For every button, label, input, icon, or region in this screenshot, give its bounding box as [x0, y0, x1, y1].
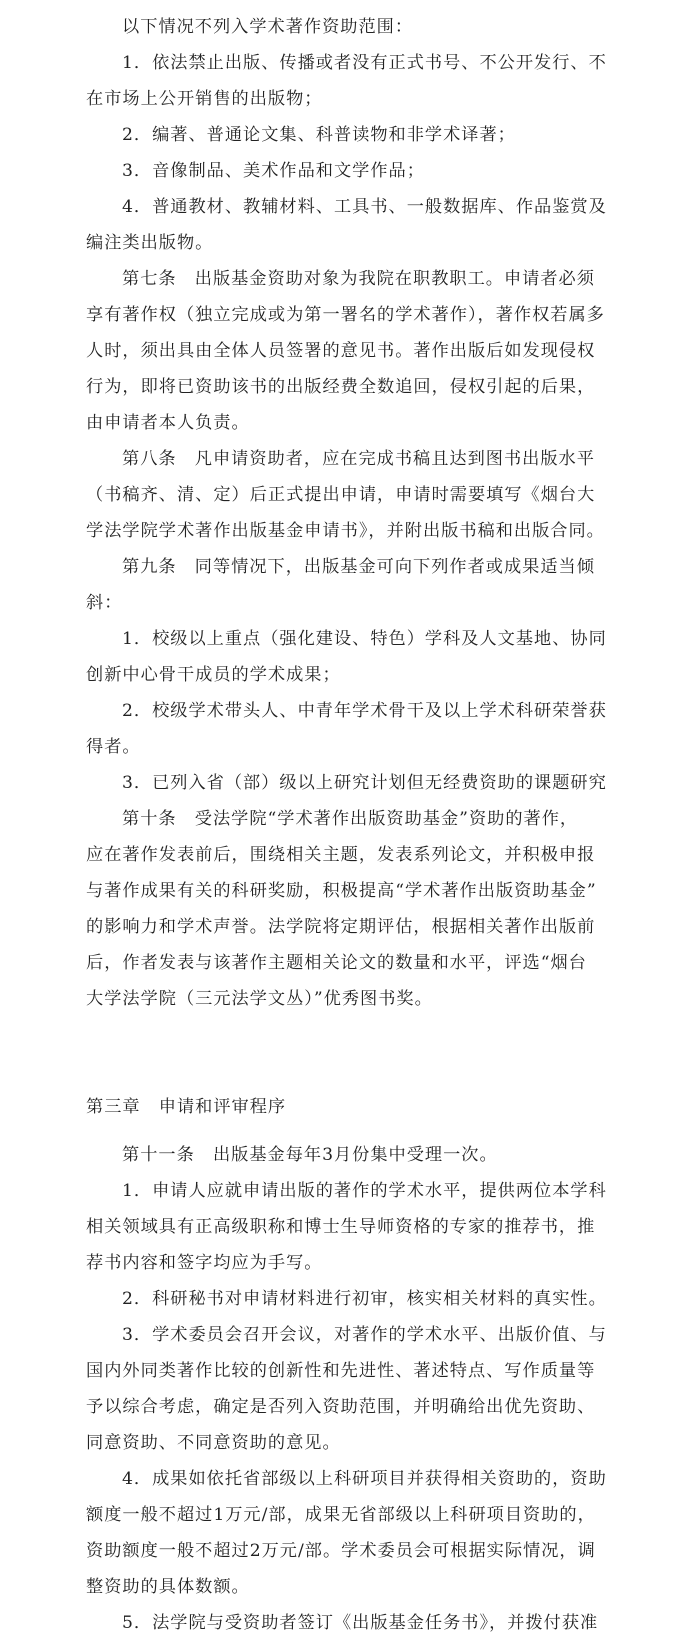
paragraph-line: 由申请者本人负责。: [86, 413, 250, 433]
paragraph-line: 2．编著、普通论文集、科普读物和非学术译著；: [122, 125, 516, 145]
paragraph-line: 编注类出版物。: [86, 233, 214, 253]
paragraph-line: 享有著作权（独立完成或为第一署名的学术著作），著作权若属多: [86, 305, 605, 325]
paragraph-line: 整资助的具体数额。: [86, 1577, 250, 1597]
paragraph-line: 以下情况不列入学术著作资助范围：: [122, 17, 414, 37]
paragraph-line: 学法学院学术著作出版基金申请书》，并附出版书稿和出版合同。: [86, 521, 605, 541]
paragraph-line: 3．已列入省（部）级以上研究计划但无经费资助的课题研究: [122, 773, 607, 793]
paragraph-line: 与著作成果有关的科研奖励，积极提高“学术著作出版资助基金”: [86, 881, 597, 901]
paragraph-line: 1．依法禁止出版、传播或者没有正式书号、不公开发行、不: [122, 53, 607, 73]
paragraph-line: 4．普通教材、教辅材料、工具书、一般数据库、作品鉴赏及: [122, 197, 607, 217]
paragraph-line: 第八条 凡申请资助者，应在完成书稿且达到图书出版水平: [122, 449, 595, 469]
paragraph-line: 应在著作发表前后，围绕相关主题，发表系列论文，并积极申报: [86, 845, 596, 865]
paragraph-line: 额度一般不超过1万元/部，成果无省部级以上科研项目资助的，: [86, 1505, 596, 1525]
paragraph-line: 人时，须出具由全体人员签署的意见书。著作出版后如发现侵权: [86, 341, 596, 361]
paragraph-line: 的影响力和学术声誉。法学院将定期评估，根据相关著作出版前: [86, 917, 596, 937]
paragraph-line: 创新中心骨干成员的学术成果；: [86, 665, 341, 685]
paragraph-line: 予以综合考虑，确定是否列入资助范围，并明确给出优先资助、: [86, 1397, 596, 1417]
paragraph-line: 第九条 同等情况下，出版基金可向下列作者或成果适当倾: [122, 557, 595, 577]
paragraph-line: 同意资助、不同意资助的意见。: [86, 1433, 341, 1453]
paragraph-line: 第七条 出版基金资助对象为我院在职教职工。申请者必须: [122, 269, 595, 289]
paragraph-line: 荐书内容和签字均应为手写。: [86, 1253, 323, 1273]
paragraph-line: 3．学术委员会召开会议，对著作的学术水平、出版价值、与: [122, 1325, 607, 1345]
paragraph-line: 在市场上公开销售的出版物；: [86, 89, 323, 109]
paragraph-line: 国内外同类著作比较的创新性和先进性、著述特点、写作质量等: [86, 1361, 596, 1381]
paragraph-line: 斜：: [86, 593, 123, 613]
paragraph-line: 得者。: [86, 737, 141, 757]
paragraph-line: 1．申请人应就申请出版的著作的学术水平，提供两位本学科: [122, 1181, 607, 1201]
paragraph-line: 第十一条 出版基金每年3月份集中受理一次。: [122, 1145, 498, 1165]
paragraph-line: （书稿齐、清、定）后正式提出申请，申请时需要填写《烟台大: [86, 485, 596, 505]
paragraph-line: 4．成果如依托省部级以上科研项目并获得相关资助的，资助: [122, 1469, 607, 1489]
paragraph-line: 大学法学院（三元法学文丛）”优秀图书奖。: [86, 989, 433, 1009]
paragraph-line: 1．校级以上重点（强化建设、特色）学科及人文基地、协同: [122, 629, 607, 649]
paragraph-line: 5．法学院与受资助者签订《出版基金任务书》，并拨付获准: [122, 1613, 599, 1633]
paragraph-line: 3．音像制品、美术作品和文学作品；: [122, 161, 425, 181]
paragraph-line: 第十条 受法学院“学术著作出版资助基金”资助的著作，: [122, 809, 579, 829]
paragraph-line: 行为，即将已资助该书的出版经费全数追回，侵权引起的后果，: [86, 377, 596, 397]
paragraph-line: 2．科研秘书对申请材料进行初审，核实相关材料的真实性。: [122, 1289, 607, 1309]
paragraph-line: 后，作者发表与该著作主题相关论文的数量和水平，评选“烟台: [86, 953, 587, 973]
paragraph-line: 相关领域具有正高级职称和博士生导师资格的专家的推荐书，推: [86, 1217, 596, 1237]
paragraph-line: 2．校级学术带头人、中青年学术骨干及以上学术科研荣誉获: [122, 701, 607, 721]
chapter-heading: 第三章 申请和评审程序: [86, 1097, 287, 1117]
paragraph-line: 资助额度一般不超过2万元/部。学术委员会可根据实际情况，调: [86, 1541, 596, 1561]
